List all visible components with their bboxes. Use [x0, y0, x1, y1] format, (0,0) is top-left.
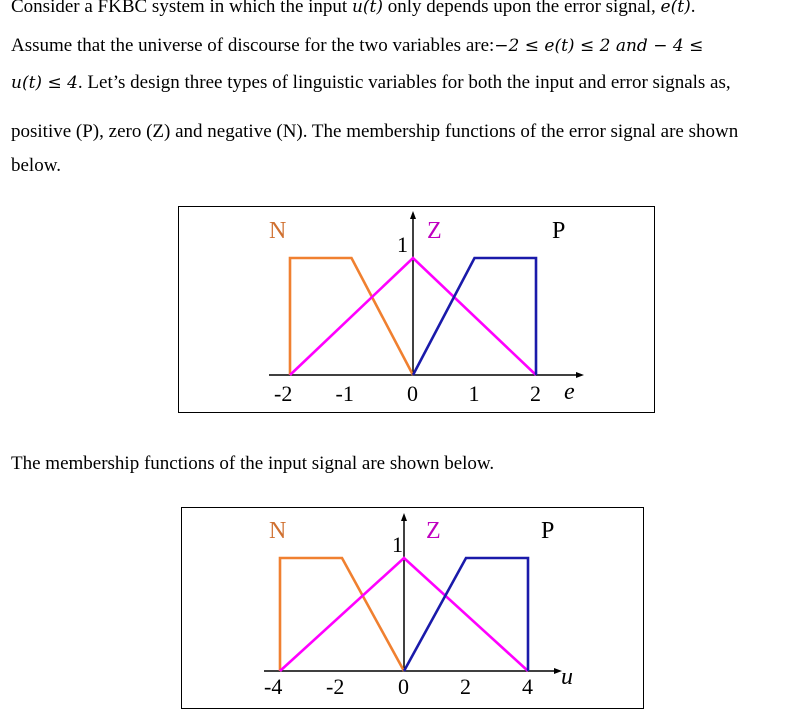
text-line-1: [11, 0, 695, 18]
math-error-range: −2 ≤ e(t) ≤ 2 and − 4 ≤: [494, 36, 704, 56]
text-fragment: . Let’s design three types of linguistic variables for both the input and error signals as,: [77, 72, 731, 93]
x-axis-arrowhead: [576, 372, 584, 378]
x-tick-label: 0: [398, 674, 409, 699]
x-tick-label: -2: [326, 674, 345, 699]
input-membership-chart: [181, 507, 644, 709]
text-line-5: [11, 155, 61, 177]
x-tick-label: 0: [407, 381, 418, 406]
series-label-z: Z: [427, 218, 442, 244]
text-line-3: [11, 72, 731, 94]
series-label-n: N: [269, 518, 287, 544]
x-tick-label: 4: [522, 674, 533, 699]
series-label-z: Z: [426, 518, 441, 544]
y-tick-label: 1: [392, 532, 403, 557]
x-tick-label: -2: [274, 381, 293, 406]
x-tick-label: 1: [468, 381, 480, 406]
text-fragment: .: [690, 0, 696, 17]
error-membership-chart: [178, 206, 655, 413]
text-fragment: only depends upon the error signal,: [382, 0, 661, 17]
x-tick-label: -1: [335, 381, 354, 406]
text-line-2: [11, 35, 703, 57]
math-u-t: u(t): [351, 0, 383, 17]
text-line-6: [11, 453, 494, 475]
math-e-t: e(t): [660, 0, 691, 17]
text-line-4: [11, 121, 738, 143]
text-fragment: positive (P), zero (Z) and negative (N). The membership functions of the error signal are shown: [11, 121, 739, 142]
series-label-p: P: [541, 518, 555, 544]
text-fragment: Consider a FKBC system in which the input: [11, 0, 352, 17]
y-tick-label: 1: [397, 232, 408, 257]
text-fragment: The membership functions of the input signal are shown below.: [11, 453, 495, 474]
series-label-p: P: [552, 218, 566, 244]
x-variable-label: u: [561, 664, 573, 690]
x-tick-label: 2: [460, 674, 471, 699]
y-axis-arrowhead: [410, 211, 416, 219]
series-label-n: N: [269, 218, 287, 244]
x-variable-label: e: [564, 379, 575, 405]
x-tick-label: -4: [264, 674, 283, 699]
chart-plot-area: [182, 508, 643, 708]
text-fragment: Assume that the universe of discourse for the two variables are:: [11, 35, 495, 56]
y-axis-arrowhead: [401, 513, 407, 521]
text-fragment: below.: [11, 155, 61, 176]
x-tick-label: 2: [530, 381, 541, 406]
math-input-range: u(t) ≤ 4: [11, 73, 78, 93]
